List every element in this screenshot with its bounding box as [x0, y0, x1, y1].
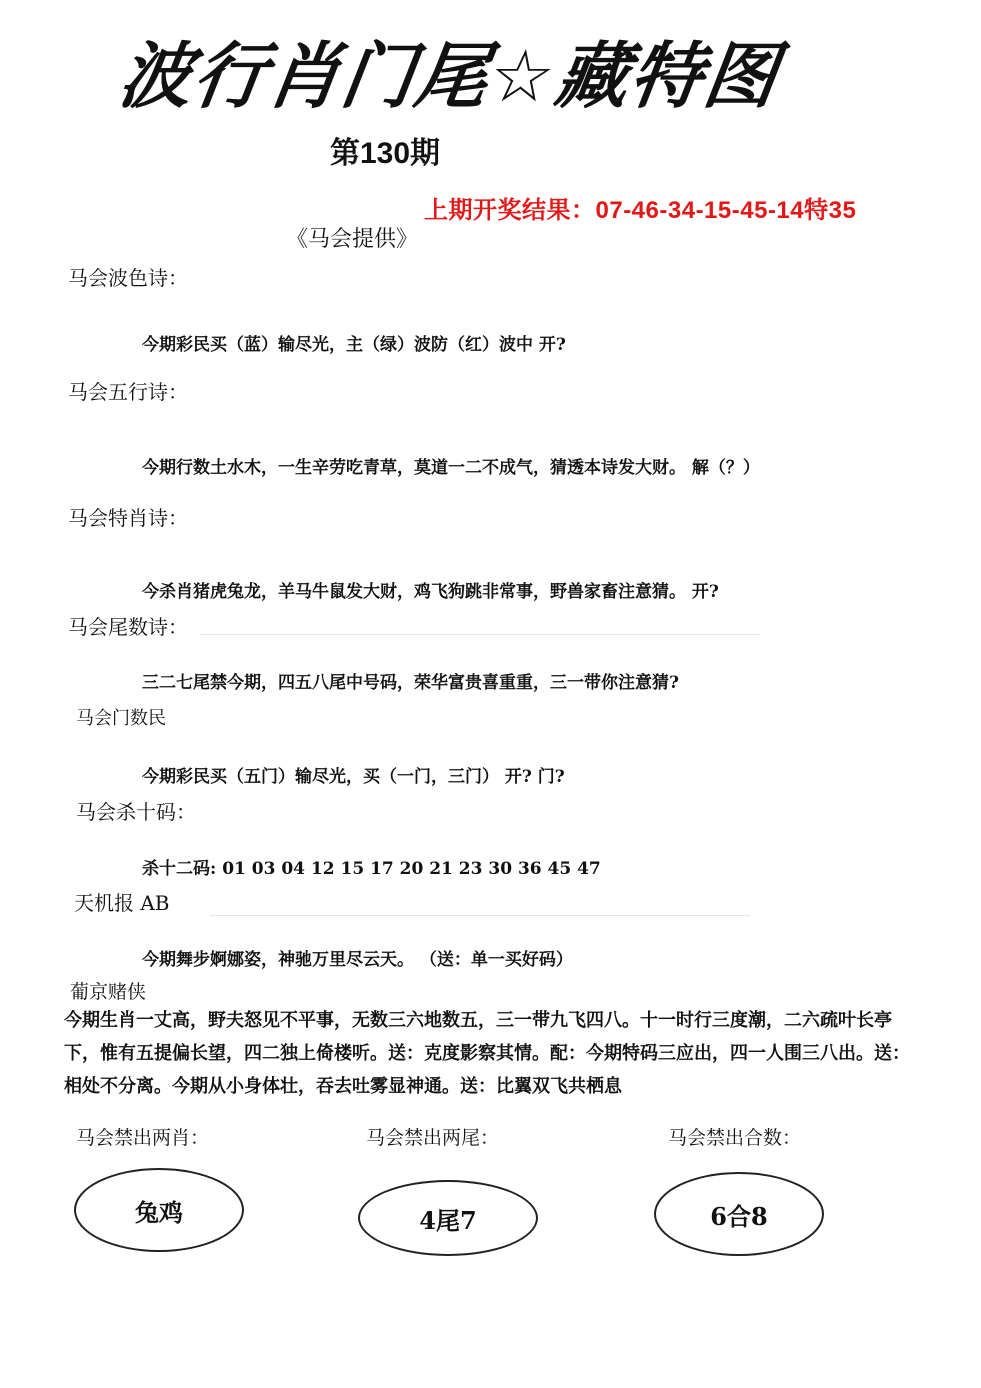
special-zodiac-poem-text: 今杀肖猪虎兔龙，羊马牛鼠发大财，鸡飞狗跳非常事，野兽家畜注意猜。 开?	[142, 582, 719, 602]
ban-tail-label: 马会禁出两尾：	[366, 1127, 500, 1149]
ban-sum-value: 6合8	[710, 1201, 768, 1231]
gambler-heading: 葡京赌侠	[70, 981, 147, 1003]
ban-zodiac-value: 兔鸡	[135, 1197, 183, 1227]
issue-number: 第130期	[330, 137, 441, 170]
ban-sum-label: 马会禁出合数：	[668, 1127, 802, 1149]
special-zodiac-poem-heading: 马会特肖诗：	[68, 506, 188, 530]
five-elements-poem-heading: 马会五行诗：	[68, 380, 188, 404]
page-title: 波行肖门尾☆藏特图	[113, 34, 785, 118]
door-poem-heading: 马会门数民	[76, 708, 166, 729]
ban-zodiac-oval	[74, 1168, 244, 1252]
five-elements-poem-text: 今期行数土水木，一生辛劳吃青草，莫道一二不成气，猜透本诗发大财。 解（？）	[142, 458, 760, 478]
scan-noise-line	[200, 634, 760, 635]
scan-noise-line	[210, 915, 750, 916]
wave-poem-text: 今期彩民买（蓝）输尽光，主（绿）波防（红）波中 开?	[142, 335, 566, 355]
door-poem-text: 今期彩民买（五门）输尽光，买（一门，三门） 开? 门?	[142, 767, 565, 787]
ban-tail-value: 4尾7	[419, 1205, 477, 1235]
wave-poem-heading: 马会波色诗：	[68, 266, 188, 290]
tail-poem-text: 三二七尾禁今期，四五八尾中号码，荣华富贵喜重重，三一带你注意猜?	[142, 673, 679, 693]
ban-zodiac-label: 马会禁出两肖：	[76, 1127, 210, 1149]
tianji-text: 今期舞步婀娜姿，神驰万里尽云天。 （送：单一买好码）	[142, 950, 573, 970]
ban-tail-oval	[358, 1180, 538, 1256]
tail-poem-heading: 马会尾数诗：	[68, 615, 188, 639]
kill-numbers-heading: 马会杀十码：	[76, 800, 196, 824]
source-label: 《马会提供》	[286, 227, 419, 252]
ban-sum-oval	[654, 1172, 824, 1256]
last-draw-result: 上期开奖结果：07-46-34-15-45-14特35	[424, 197, 857, 224]
kill-numbers-text: 杀十二码: 01 03 04 12 15 17 20 21 23 30 36 45 47	[142, 859, 601, 879]
tianji-heading: 天机报 AB	[74, 891, 170, 915]
gambler-text: 今期生肖一丈高，野夫怒见不平事，无数三六地数五，三一带九飞四八。十一时行三度潮，二六疏叶长亭下，惟有五提偏长望，四二独上倚楼听。送：克度影察其情。配：今期特码三应出，四一人围三八出。送：相处不分离。今期从小身体壮，吞去吐雾显神通。送：比翼双飞共栖息	[64, 1010, 910, 1097]
